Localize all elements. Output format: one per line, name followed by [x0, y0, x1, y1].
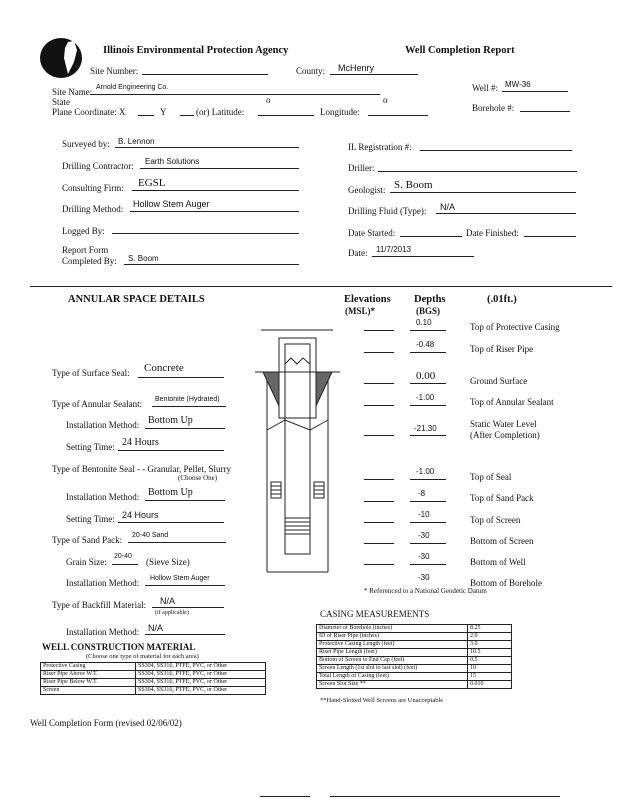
casing-item: Screen Slot Size ** — [317, 681, 468, 689]
date-value: 11/7/2013 — [376, 245, 411, 254]
casing-item: Screen Length (1st slot to last slot) (feet) — [317, 665, 468, 673]
casing-value: 0.5 — [468, 657, 512, 665]
setting-time-label-1: Setting Time: — [66, 442, 115, 452]
depth-bottom-well: -30 — [418, 552, 430, 561]
casing-row — [317, 625, 512, 633]
choose-one-note: (Choose One) — [178, 474, 218, 482]
date-finished-label: Date Finished: — [466, 228, 519, 238]
install-method-value-4: N/A — [148, 623, 164, 633]
sieve-size-label: (Sieve Size) — [146, 557, 190, 567]
casing-row — [317, 665, 512, 673]
casing-title: CASING MEASUREMENTS — [320, 609, 430, 619]
depth-ground-surface: 0.00 — [416, 370, 436, 382]
latitude-label: (or) Latitude: — [196, 107, 245, 117]
install-method-label-1: Installation Method: — [66, 420, 140, 430]
construction-options: SS304, SS316, PTFE, PVC, or Other — [136, 679, 266, 687]
county-value: McHenry — [338, 63, 375, 73]
casing-value: 10 — [468, 665, 512, 673]
construction-item: Protective Casing — [41, 663, 136, 671]
construction-options: SS304, SS316, PTFE, PVC, or Other — [136, 687, 266, 695]
grain-size-value: 20-40 — [114, 553, 132, 560]
depth-riser-pipe: -0.48 — [416, 340, 435, 349]
well-no-value: MW-36 — [505, 80, 531, 89]
lon-deg-mark: o — [383, 95, 388, 105]
label-annular-sealant: Top of Annular Sealant — [470, 397, 554, 407]
install-method-label-4: Installation Method: — [66, 627, 140, 637]
backfill-label: Type of Backfill Material: — [52, 600, 147, 610]
label-riser-pipe: Top of Riser Pipe — [470, 344, 534, 354]
depths-header: Depths — [414, 294, 446, 305]
label-bottom-borehole: Bottom of Borehole — [470, 578, 542, 588]
datum-footnote: * Referenced to a National Geodetic Datum — [364, 587, 487, 595]
setting-time-value-1: 24 Hours — [122, 437, 159, 448]
depth-static-water: -21.30 — [414, 424, 437, 433]
y-coordinate-label: Y — [160, 107, 167, 117]
sand-pack-value: 20-40 Sand — [132, 532, 169, 539]
construction-row — [41, 687, 266, 695]
site-name-value: Arnold Engineering Co. — [96, 84, 169, 91]
depth-top-screen: -10 — [418, 510, 430, 519]
lat-deg-mark: o — [266, 95, 271, 105]
install-method-value-3: Hollow Stem Auger — [150, 575, 210, 582]
section-divider — [30, 286, 612, 287]
label-static-water-note: (After Completion) — [470, 430, 540, 440]
casing-row — [317, 657, 512, 665]
casing-table — [316, 624, 512, 689]
construction-item: Riser Pipe Below W.T. — [41, 679, 136, 687]
plane-coordinate-label: Plane Coordinate: X — [52, 107, 126, 117]
depth-bottom-borehole: -30 — [418, 573, 430, 582]
report-title: Well Completion Report — [405, 45, 515, 56]
county-label: County: — [296, 66, 326, 76]
casing-row — [317, 673, 512, 681]
depth-protective-casing: 0.10 — [416, 318, 432, 327]
label-sand-pack: Top of Sand Pack — [470, 493, 534, 503]
construction-row — [41, 663, 266, 671]
drilling-contractor-label: Drilling Contractor: — [62, 161, 134, 171]
casing-item: ID of Riser Pipe (inches) — [317, 633, 468, 641]
state-label: State — [52, 97, 70, 107]
casing-note: **Hand-Slotted Well Screens are Unacceptable — [320, 697, 444, 704]
consulting-firm-value: EGSL — [138, 177, 166, 189]
label-top-screen: Top of Screen — [470, 515, 521, 525]
install-method-label-3: Installation Method: — [66, 578, 140, 588]
agency-name: Illinois Environmental Protection Agency — [103, 45, 289, 56]
depth-annular-sealant: -1.00 — [416, 393, 435, 402]
construction-item: Screen — [41, 687, 136, 695]
report-form-label: Report Form — [62, 245, 109, 255]
label-top-seal: Top of Seal — [470, 472, 512, 482]
install-method-value-1: Bottom Up — [148, 415, 193, 426]
depths-subheader: (BGS) — [416, 306, 441, 316]
scan-mark — [330, 796, 560, 797]
logged-by-label: Logged By: — [62, 226, 105, 236]
backfill-value: N/A — [160, 596, 176, 606]
casing-value: 2.0 — [468, 633, 512, 641]
date-label: Date: — [348, 248, 368, 258]
construction-row — [41, 679, 266, 687]
setting-time-value-2: 24 Hours — [122, 510, 159, 520]
construction-table — [40, 662, 266, 695]
label-static-water: Static Water Level — [470, 419, 537, 429]
depth-sand-pack: -8 — [418, 489, 426, 498]
casing-item: Protective Casing Length (feet) — [317, 641, 468, 649]
scan-mark — [260, 796, 310, 797]
site-number-label: Site Number: — [90, 66, 139, 76]
borehole-label: Borehole #: — [472, 103, 515, 113]
construction-item: Riser Pipe Above W.T. — [41, 671, 136, 679]
casing-row — [317, 649, 512, 657]
agency-logo — [38, 36, 90, 80]
surveyed-by-label: Surveyed by: — [62, 139, 110, 149]
casing-item: Bottom of Screen to End Cap (feet) — [317, 657, 468, 665]
casing-value: 3.0 — [468, 641, 512, 649]
completed-by-label: Completed By: — [62, 256, 117, 266]
construction-title: WELL CONSTRUCTION MATERIAL — [42, 642, 196, 652]
drilling-contractor-value: Earth Solutions — [145, 157, 200, 166]
label-bottom-well: Bottom of Well — [470, 557, 526, 567]
form-revision: Well Completion Form (revised 02/06/02) — [30, 718, 182, 728]
construction-subtitle: (Choose one type of material for each area) — [86, 653, 199, 660]
setting-time-label-2: Setting Time: — [66, 514, 115, 524]
depth-top-seal: -1.00 — [416, 467, 435, 476]
casing-row — [317, 681, 512, 689]
surveyed-by-value: B. Lennon — [118, 137, 155, 146]
driller-label: Driller: — [348, 163, 375, 173]
construction-options: SS304, SS316, PTFE, PVC, or Other — [136, 671, 266, 679]
casing-value: 0.010 — [468, 681, 512, 689]
geologist-label: Geologist: — [348, 185, 386, 195]
drilling-fluid-label: Drilling Fluid (Type): — [348, 206, 427, 216]
bentonite-seal-label: Type of Bentonite Seal - - Granular, Pellet, Slurry — [52, 464, 231, 474]
drilling-fluid-value: N/A — [440, 202, 456, 212]
casing-row — [317, 633, 512, 641]
casing-value: 8.25 — [468, 625, 512, 633]
consulting-firm-label: Consulting Firm: — [62, 183, 124, 193]
annular-sealant-value: Bentonite (Hydrated) — [155, 396, 220, 403]
geologist-value: S. Boom — [394, 179, 433, 191]
site-name-label: Site Name: — [52, 87, 93, 97]
elevations-subheader: (MSL)* — [345, 306, 375, 316]
construction-row — [41, 671, 266, 679]
elevations-header: Elevations — [344, 294, 391, 305]
sand-pack-label: Type of Sand Pack: — [52, 535, 123, 545]
grain-size-label: Grain Size: — [66, 557, 107, 567]
label-protective-casing: Top of Protective Casing — [470, 322, 560, 332]
install-method-label-2: Installation Method: — [66, 492, 140, 502]
casing-item: Total Length of Casing (feet) — [317, 673, 468, 681]
surface-seal-value: Concrete — [144, 362, 184, 374]
construction-options: SS304, SS316, PTFE, PVC, or Other — [136, 663, 266, 671]
annular-sealant-label: Type of Annular Sealant: — [52, 399, 143, 409]
surface-seal-label: Type of Surface Seal: — [52, 368, 130, 378]
precision-header: (.01ft.) — [487, 294, 517, 305]
well-diagram — [255, 322, 340, 584]
longitude-label: Longitude: — [320, 107, 360, 117]
if-applicable-note: (if applicable) — [155, 610, 189, 616]
date-started-label: Date Started: — [348, 228, 396, 238]
annular-title: ANNULAR SPACE DETAILS — [68, 294, 205, 305]
drilling-method-value: Hollow Stem Auger — [133, 199, 210, 209]
install-method-value-2: Bottom Up — [148, 487, 193, 498]
label-ground-surface: Ground Surface — [470, 376, 528, 386]
well-no-label: Well #: — [472, 83, 499, 93]
casing-item: Riser Pipe Length (feet) — [317, 649, 468, 657]
casing-row — [317, 641, 512, 649]
depth-bottom-screen: -30 — [418, 531, 430, 540]
casing-value: 10.5 — [468, 649, 512, 657]
casing-item: Diameter of Borehole (inches) — [317, 625, 468, 633]
completed-by-value: S. Boom — [128, 254, 159, 263]
il-registration-label: IL Registration #: — [348, 142, 412, 152]
drilling-method-label: Drilling Method: — [62, 204, 124, 214]
label-bottom-screen: Bottom of Screen — [470, 536, 534, 546]
casing-value: 15 — [468, 673, 512, 681]
